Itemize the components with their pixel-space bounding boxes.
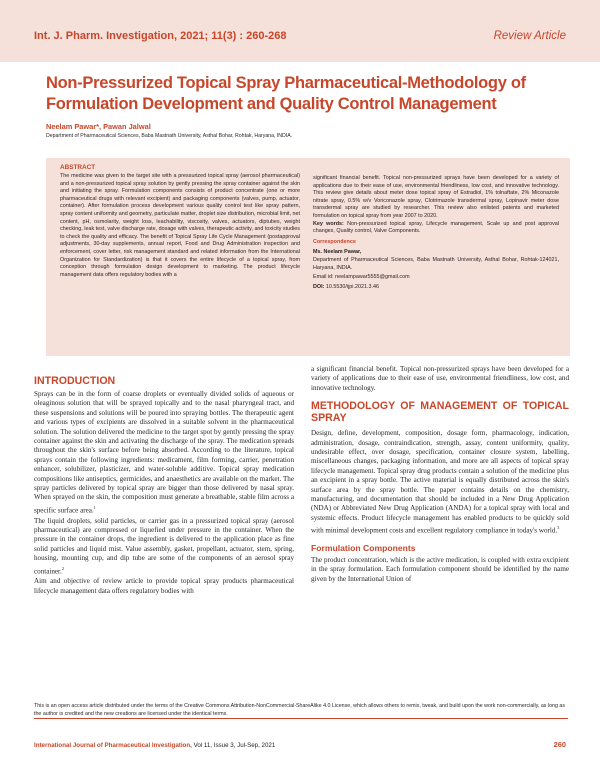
intro-paragraph-2 bbox=[34, 517, 294, 577]
citation-ref[interactable]: 1 bbox=[93, 504, 96, 510]
correspondence-email[interactable]: Email id: neelampawar5555@gmail.com bbox=[313, 274, 410, 281]
abstract-text: The medicine was given to the target site with a pressurized topical spray (aerosol pharmaceutical) and a non-pressurized topical spray solution by gently pressing the spray container against the skin and initiating the spray. Formulation components consists of product concentrate (one or more pharmaceutical drugs with relevant excipient) and packaging components (valves, pump, actuator, container). After formulation process development various quality control test like spray pattern, spray content uniformity and geometry, particulate matter, droplet size distribution, microbial limit, net content, pH, osmolarity, weight loss, leachability, viscosity, valves, actuators, diptubes, weight checking, leak test, valve discharge rate, dosage with valves, therapeutic activity, and toxicity studies to check the quality and efficacy. The benefit of Topical Spray Life Cycle Management (postapproval adjustments, 30-day supplements, annual report, Food and Drug Administration inspection and enforcement, cover letter, risk management standard and related information from the International Organization for Standardization) is that it covers the entire lifecycle of a topical spray, from conception through formulation design development to marketing. The product lifecycle management data offers regulatory bodies with a bbox=[60, 173, 300, 278]
authors: Neelam Pawar*, Pawan Jalwal bbox=[46, 122, 151, 131]
methodology-paragraph bbox=[311, 429, 569, 536]
continued-paragraph: a significant financial benefit. Topical non-pressurized sprays have been developed for a variety of applications due to their ease of use, environmental friendliness, low cost, and innovative technology. bbox=[311, 365, 569, 392]
footer-journal-name: International Journal of Pharmaceutical Investigation, bbox=[34, 742, 192, 749]
body-left-column bbox=[34, 390, 294, 597]
methodology-text: Design, define, development, composition, dosage form, pharmacology, indication, administration, dosage, contraindication, strength, assay, content uniformity, quality, undesirable effect, over dosage, specification, container closure system, labelling, miscellaneous changes, packaging information, and more are all aspects of topical spray lifecycle management. Topical spray drug products contain a solution of the medicine plus an excipient in a spray bottle. The active material is equally distributed across the skin's surface area by the spray bottle. The paper contains details on the chemistry, manufacturing, and documentation that should be included in a New Drug Application (NDA) or Abbreviated New Drug Application (ANDA) for a topical spray with local and systemic effects. Product lifecycle management has enabled products to be quickly sold with minimal development costs and excellent regulatory compliance in today's world. bbox=[311, 429, 569, 535]
footer-journal bbox=[34, 742, 275, 749]
body-right-column bbox=[311, 365, 569, 585]
abstract-left-column bbox=[60, 164, 300, 279]
intro-paragraph-1 bbox=[34, 390, 294, 516]
article-title: Non-Pressurized Topical Spray Pharmaceutical-Methodology of Formulation Development and Quality Control Management bbox=[46, 74, 526, 113]
intro-paragraph-2-text: The liquid droplets, solid particles, or carrier gas in a pressurized topical spray (aerosol pharmaceutical) are compressed or liquefied under pressure in the container. When the pressure in the container drops, the ingredient is delivered to the application place as fine solid particles and liquid mist. Value assembly, gasket, propellant, actuator, stem, spring, housing, mounting cup, and dip tube are some of the components of an aerosol spray container. bbox=[34, 516, 294, 576]
doi[interactable] bbox=[313, 284, 559, 292]
footer-divider bbox=[34, 718, 568, 719]
correspondence-address: Department of Pharmaceutical Sciences, Baba Mastnath University, Asthal Bohar, Rohtak-124021, Haryana, INDIA. bbox=[313, 256, 559, 271]
correspondence-heading: Correspondence bbox=[313, 238, 356, 245]
formulation-components-heading: Formulation Components bbox=[311, 543, 416, 554]
abstract-heading: ABSTRACT bbox=[60, 164, 96, 171]
page-number: 260 bbox=[553, 740, 566, 749]
keywords-list: Non-pressurized topical spray, Lifecycle management, Scale up and post approval changes, Quality control, Valve Components. bbox=[313, 220, 559, 235]
abstract-box bbox=[46, 158, 570, 356]
journal-citation: Int. J. Pharm. Investigation, 2021; 11(3) : 260-268 bbox=[34, 30, 287, 42]
abstract-text-continued: significant financial benefit. Topical non-pressurized sprays have been developed for a variety of applications due to their ease of use, environmental friendliness, low cost, and innovative technology. This review give details about meter dose topical spray of Estradiol, 1% tolnaftate, 2% Miconazole nitrate spray, 0.5% w/v Voriconazole spray, Clotrimazole transdermal spray, Lopinavir meter dose transdermal spray are studied by researcher. This review also enlisted patents and marketed formulation on topical spray from year 2007 to 2020. bbox=[313, 175, 559, 219]
doi-label: DOI: bbox=[313, 283, 325, 290]
abstract-right-column bbox=[313, 175, 559, 291]
intro-paragraph-3: Aim and objective of review article to provide topical spray products pharmaceutical lifecycle management data offers regulatory bodies with bbox=[34, 577, 294, 595]
keywords bbox=[313, 221, 559, 236]
keywords-label: Key words: bbox=[313, 220, 344, 227]
correspondence-name: Ms. Neelam Pawar, bbox=[313, 249, 362, 256]
affiliation: Department of Pharmaceutical Sciences, Baba Mastnath University, Asthal Bohar, Rohtak, Haryana, INDIA. bbox=[46, 133, 293, 139]
methodology-heading: METHODOLOGY OF MANAGEMENT OF TOPICAL SPRAY bbox=[311, 400, 569, 425]
introduction-heading: INTRODUCTION bbox=[34, 375, 116, 387]
intro-paragraph-1-text: Sprays can be in the form of coarse droplets or eventually divided solids of aqueous or oleaginous solution that will be sprayed topically and to the nasal pharyngeal tract, and these suspensions and solutions will be poured into spraying bottles. The therapeutic agent and various types of excipients are dissolved in a suitable solvent in the pharmaceutical solution. The solution delivered the medicine to the target spot by gently pressing the spray container against the skin and activating the discharge of the spray. The medication spreads throughout the skin's surface before being absorbed. According to the literature, topical sprays contain the following ingredients: medicament, film forming, carrier, penetration enhancer, solubilizer, plasticizer, and water-soluble additive. Topical spray medication compositions like antiseptics, germicides, and anaesthetics are available on the market. The spray particles delivered by topical spray are bigger than those delivered by nasal spray. When sprayed on the skin, the composition must generate a breathable, stable film across a specific surface area. bbox=[34, 390, 294, 515]
article-category: Review Article bbox=[493, 30, 566, 42]
license-note: This is an open access article distributed under the terms of the Creative Commons Attribution-NonCommercial-ShareAlike 4.0 License, which allows others to remix, tweak, and build upon the work non-commercially, as long as the author is credited and the new creations are licensed under the identical terms. bbox=[34, 703, 566, 717]
footer-issue: Vol 11, Issue 3, Jul-Sep, 2021 bbox=[193, 742, 276, 749]
formulation-components-paragraph: The product concentration, which is the active medication, is coupled with extra excipient in the spray formulation. Each formulation component should be identified by the name given by the International Union of bbox=[311, 556, 569, 583]
doi-value: 10.5530/ijpi.2021.3.46 bbox=[325, 283, 379, 290]
citation-ref[interactable]: 3 bbox=[557, 525, 560, 531]
citation-ref[interactable]: 2 bbox=[61, 565, 65, 571]
